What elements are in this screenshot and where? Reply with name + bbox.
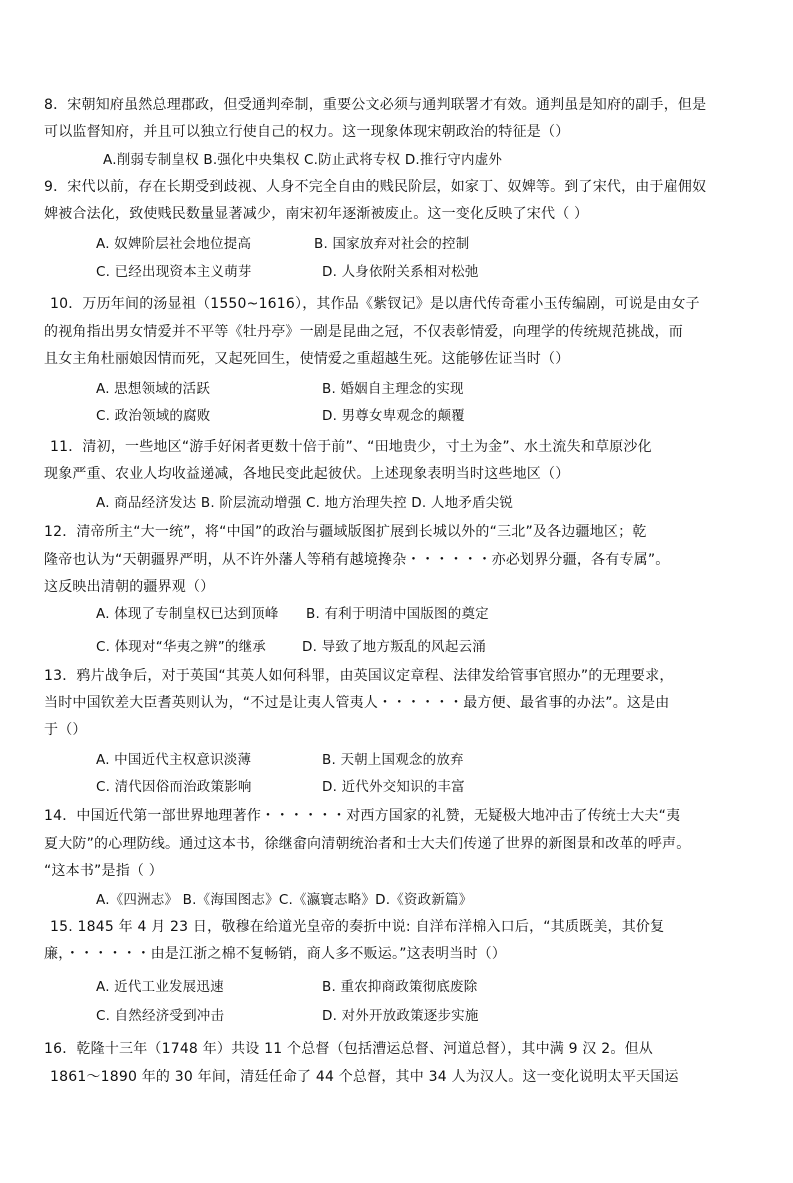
q13-line-2: 当时中国钦差大臣耆英则认为，“不过是让夷人管夷人・・・・・・最方便、最省事的办法”。这是由	[44, 695, 670, 711]
q10-line-3: 且女主角杜丽娘因情而死，又起死回生，使情爱之重超越生死。这能够佐证当时（）	[44, 351, 570, 367]
q10-option-a: A. 思想领域的活跃	[96, 381, 211, 397]
q12-option-c: C. 体现对“华夷之辨”的继承	[96, 639, 266, 655]
q15-option-d: D. 对外开放政策逐步实施	[322, 1008, 479, 1024]
q10-line-2: 的视角指出男女情爱并不平等《牡丹亭》一剧是昆曲之冠，不仅表彰情爱，向理学的传统规范挑战，而	[44, 324, 683, 340]
q15-option-c: C. 自然经济受到冲击	[96, 1008, 225, 1024]
q16-line-1: 16．乾隆十三年（1748 年）共设 11 个总督（包括漕运总督、河道总督），其中满 9 汉 2。但从	[44, 1041, 653, 1057]
q8-options: A.削弱专制皇权 B.强化中央集权 C.防止武将专权 D.推行守内虚外	[103, 152, 503, 168]
q13-option-d: D. 近代外交知识的丰富	[322, 779, 465, 795]
q15-line-2: 廉，・・・・・・由是江浙之棉不复畅销，商人多不贩运。”这表明当时（）	[44, 946, 507, 962]
q10-option-c: C. 政治领域的腐败	[96, 408, 211, 424]
q13-option-b: B. 天朝上国观念的放弃	[322, 752, 464, 768]
q10-option-d: D. 男尊女卑观念的颠覆	[322, 408, 465, 424]
q10-option-b: B. 婚姻自主理念的实现	[322, 381, 464, 397]
q10-line-1: 10．万历年间的汤显祖（1550~1616），其作品《紫钗记》是以唐代传奇霍小玉传编剧，可说是由女子	[50, 296, 700, 312]
q11-options: A. 商品经济发达 B. 阶层流动增强 C. 地方治理失控 D. 人地矛盾尖锐	[96, 495, 514, 511]
q9-line-1: 9．宋代以前，存在长期受到歧视、人身不完全自由的贱民阶层，如家丁、奴婢等。到了宋代，由于雇佣奴	[44, 179, 707, 195]
q15-option-b: B. 重农抑商政策彻底废除	[322, 979, 478, 995]
q9-option-a: A. 奴婢阶层社会地位提高	[96, 236, 252, 252]
q13-line-3: 于（）	[44, 722, 87, 738]
q9-option-c: C. 已经出现资本主义萌芽	[96, 264, 252, 280]
q12-line-1: 12．清帝所主“大一统”，将“中国”的政治与疆域版图扩展到长城以外的“三北”及各边疆地区；乾	[44, 524, 647, 540]
q12-option-d: D. 导致了地方叛乱的风起云涌	[302, 639, 486, 655]
q11-line-2: 现象严重、农业人均收益递减，各地民变此起彼伏。上述现象表明当时这些地区（）	[44, 466, 570, 482]
q9-option-b: B. 国家放弃对社会的控制	[314, 236, 470, 252]
q9-line-2: 婢被合法化，致使贱民数量显著减少，南宋初年逐渐被废止。这一变化反映了宋代（ ）	[44, 206, 589, 222]
q15-option-a: A. 近代工业发展迅速	[96, 979, 224, 995]
q16-line-2: 1861～1890 年的 30 年间，清廷任命了 44 个总督，其中 34 人为汉人。这一变化说明太平天国运	[50, 1069, 679, 1085]
q15-line-1: 15. 1845 年 4 月 23 日，敬穆在给道光皇帝的奏折中说: 自洋布洋棉入口后，“其质既美，其价复	[50, 919, 665, 935]
q11-line-1: 11．清初，一些地区“游手好闲者更数十倍于前”、“田地贵少，寸土为金”、水土流失和草原沙化	[50, 439, 652, 455]
q14-line-3: “这本书”是指（ ）	[44, 863, 163, 879]
q12-option-b: B. 有利于明清中国版图的奠定	[306, 606, 489, 622]
q12-line-3: 这反映出清朝的疆界观（）	[44, 579, 215, 595]
q13-option-c: C. 清代因俗而治政策影响	[96, 779, 252, 795]
q13-option-a: A. 中国近代主权意识淡薄	[96, 752, 252, 768]
q12-option-a: A. 体现了专制皇权已达到顶峰	[96, 606, 279, 622]
q8-line-2: 可以监督知府，并且可以独立行使自己的权力。这一现象体现宋朝政治的特征是（）	[44, 124, 570, 140]
q8-line-1: 8．宋朝知府虽然总理郡政，但受通判牵制，重要公文必须与通判联署才有效。通判虽是知府的副手，但是	[44, 97, 707, 113]
q12-line-2: 隆帝也认为“天朝疆界严明，从不许外藩人等稍有越境搀杂・・・・・・亦必划界分疆，各有专属”。	[44, 552, 670, 568]
q14-line-1: 14．中国近代第一部世界地理著作・・・・・・对西方国家的礼赞，无疑极大地冲击了传统士大夫“夷	[44, 808, 681, 824]
q14-options: A.《四洲志》 B.《海国图志》C.《瀛寰志略》D.《资政新篇》	[96, 892, 473, 908]
q9-option-d: D. 人身依附关系相对松弛	[322, 264, 479, 280]
q14-line-2: 夏大防”的心理防线。通过这本书，徐继畲向清朝统治者和士大夫们传递了世界的新图景和改革的呼声。	[44, 836, 691, 852]
q13-line-1: 13．鸦片战争后，对于英国“其英人如何科罪，由英国议定章程、法律发给管事官照办”的无理要求，	[44, 668, 674, 684]
